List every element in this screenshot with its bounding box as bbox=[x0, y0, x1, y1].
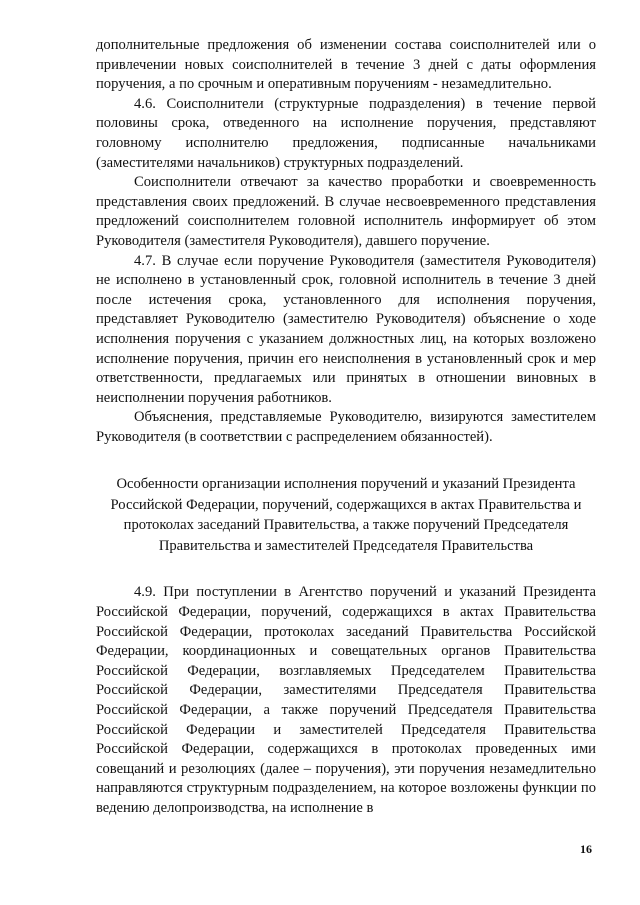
section-heading: Особенности организации исполнения поручений и указаний Президента Российской Федерации, поручений, содержащихся в актах Правительства и протоколах заседаний Правительства, а также поручений Председателя Правительства и заместителей Председателя Правительства bbox=[110, 476, 582, 554]
paragraph-explanations: Объяснения, представляемые Руководителю, визируются заместителем Руководителя (в соответствии с распределением обязанностей). bbox=[96, 409, 596, 445]
paragraph-coexecutors-responsibility: Соисполнители отвечают за качество проработки и своевременность представления своих предложений. В случае несвоевременного представления предложений соисполнителем головной исполнитель информирует об этом Руководителя (заместителя Руководителя), давшего поручение. bbox=[96, 174, 596, 249]
paragraph-continuation: дополнительные предложения об изменении состава соисполнителей или о привлечении новых соисполнителей в течение 3 дней с даты оформления поручения, а по срочным и оперативным поручениям - незамедлительно. bbox=[96, 37, 596, 93]
paragraph-4-6: 4.6. Соисполнители (структурные подразделения) в течение первой половины срока, отведенного на исполнение поручения, представляют головному исполнителю предложения, подписанные начальниками (заместителями начальников) структурных подразделений. bbox=[96, 95, 596, 171]
paragraph-4-9: 4.9. При поступлении в Агентство поручений и указаний Президента Российской Федерации, поручений, содержащихся в актах Правительства Российской Федерации, протоколах заседаний Правительства Российской Федерации, координационных и совещательных органов Правительства Российской Федерации, возглавляемых Председателем Правительства Российской Федерации, заместителями Председателя Правительства Российской Федерации, а также поручений Председателя Правительства Российской Федерации и заместителей Председателя Правительства Российской Федерации, содержащихся в протоколах проведенных ими совещаний и резолюциях (далее – поручения), эти поручения незамедлительно направляются структурным подразделением, на которое возложены функции по ведению делопроизводства, на исполнение в bbox=[96, 584, 596, 816]
page-number: 16 bbox=[580, 842, 592, 856]
paragraph-4-7: 4.7. В случае если поручение Руководителя (заместителя Руководителя) не исполнено в установленный срок, головной исполнитель в течение 3 дней после истечения срока, установленного для исполнения поручения, представляет Руководителю (заместителю Руководителя) объяснение о ходе исполнения поручения с указанием должностных лиц, на которых возложено исполнение поручения, причин его неисполнения в установленный срок и мер ответственности, предлагаемых или принятых в отношении виновных в неисполнении поручения работников. bbox=[96, 252, 596, 406]
